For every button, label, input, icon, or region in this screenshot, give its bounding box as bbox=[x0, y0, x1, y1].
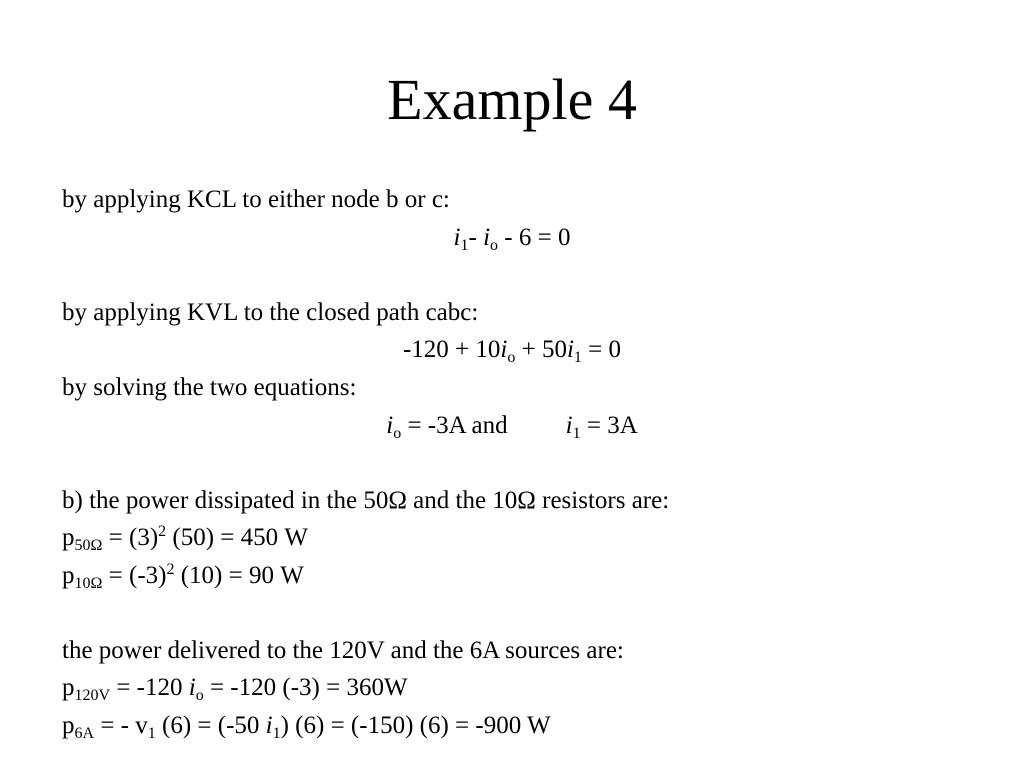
sup: 2 bbox=[158, 523, 167, 540]
var-i: i bbox=[265, 712, 273, 739]
eq-text: p bbox=[62, 712, 75, 739]
sub: 1 bbox=[147, 725, 156, 742]
sub: 1 bbox=[573, 349, 582, 366]
sub: 6A bbox=[74, 725, 95, 742]
var-i: i bbox=[453, 224, 461, 251]
eq-text: - 6 = 0 bbox=[498, 224, 571, 251]
eq-text: p bbox=[62, 524, 75, 551]
eq-text: = (3) bbox=[102, 524, 159, 551]
power-6a-equation bbox=[62, 710, 962, 742]
slide-title: Example 4 bbox=[387, 67, 637, 132]
eq-text: = 0 bbox=[581, 336, 622, 363]
var-i: i bbox=[188, 674, 196, 701]
eq-text: (10) = 90 W bbox=[174, 562, 304, 589]
sub: 50Ω bbox=[74, 537, 103, 554]
eq-text: = -3A and bbox=[401, 412, 508, 439]
sub: o bbox=[195, 687, 204, 704]
power-10-equation bbox=[62, 560, 962, 592]
kcl-text: by applying KCL to either node b or c: bbox=[62, 186, 450, 213]
power-dissipated-text: b) the power dissipated in the 50Ω and the 10Ω resistors are: bbox=[62, 487, 670, 514]
power-50-equation bbox=[62, 522, 962, 554]
var-i: i bbox=[386, 412, 394, 439]
sub: o bbox=[490, 237, 499, 254]
eq-text: = - v bbox=[94, 712, 148, 739]
sub: 10Ω bbox=[74, 575, 103, 592]
kcl-equation bbox=[0, 222, 1024, 254]
sub: o bbox=[393, 425, 402, 442]
eq-text: p bbox=[62, 674, 75, 701]
var-i: i bbox=[500, 336, 508, 363]
var-i: i bbox=[483, 224, 491, 251]
sub: 1 bbox=[572, 425, 581, 442]
power-delivered-text: the power delivered to the 120V and the 6A sources are: bbox=[62, 637, 624, 664]
eq-text: = (-3) bbox=[102, 562, 167, 589]
solution-equation bbox=[0, 410, 1024, 442]
var-i: i bbox=[565, 412, 573, 439]
eq-text: + 50 bbox=[515, 336, 567, 363]
sub: o bbox=[507, 349, 516, 366]
eq-text: ) (6) = (-150) (6) = -900 W bbox=[280, 712, 551, 739]
sub: 1 bbox=[272, 725, 281, 742]
eq-text: (6) = (-50 bbox=[155, 712, 266, 739]
eq-text: = -120 (-3) = 360W bbox=[203, 674, 408, 701]
eq-text: = 3A bbox=[580, 412, 638, 439]
kvl-text: by applying KVL to the closed path cabc: bbox=[62, 299, 479, 326]
solve-text: by solving the two equations: bbox=[62, 374, 357, 401]
eq-text: = -120 bbox=[110, 674, 189, 701]
eq-text: (50) = 450 W bbox=[166, 524, 308, 551]
var-i: i bbox=[566, 336, 574, 363]
sub: 120V bbox=[74, 687, 111, 704]
eq-text: -120 + 10 bbox=[402, 336, 501, 363]
power-120v-equation bbox=[62, 672, 962, 704]
sup: 2 bbox=[166, 561, 175, 578]
kvl-equation bbox=[0, 334, 1024, 366]
eq-text: - bbox=[468, 224, 484, 251]
eq-text: p bbox=[62, 562, 75, 589]
sub: 1 bbox=[460, 237, 469, 254]
